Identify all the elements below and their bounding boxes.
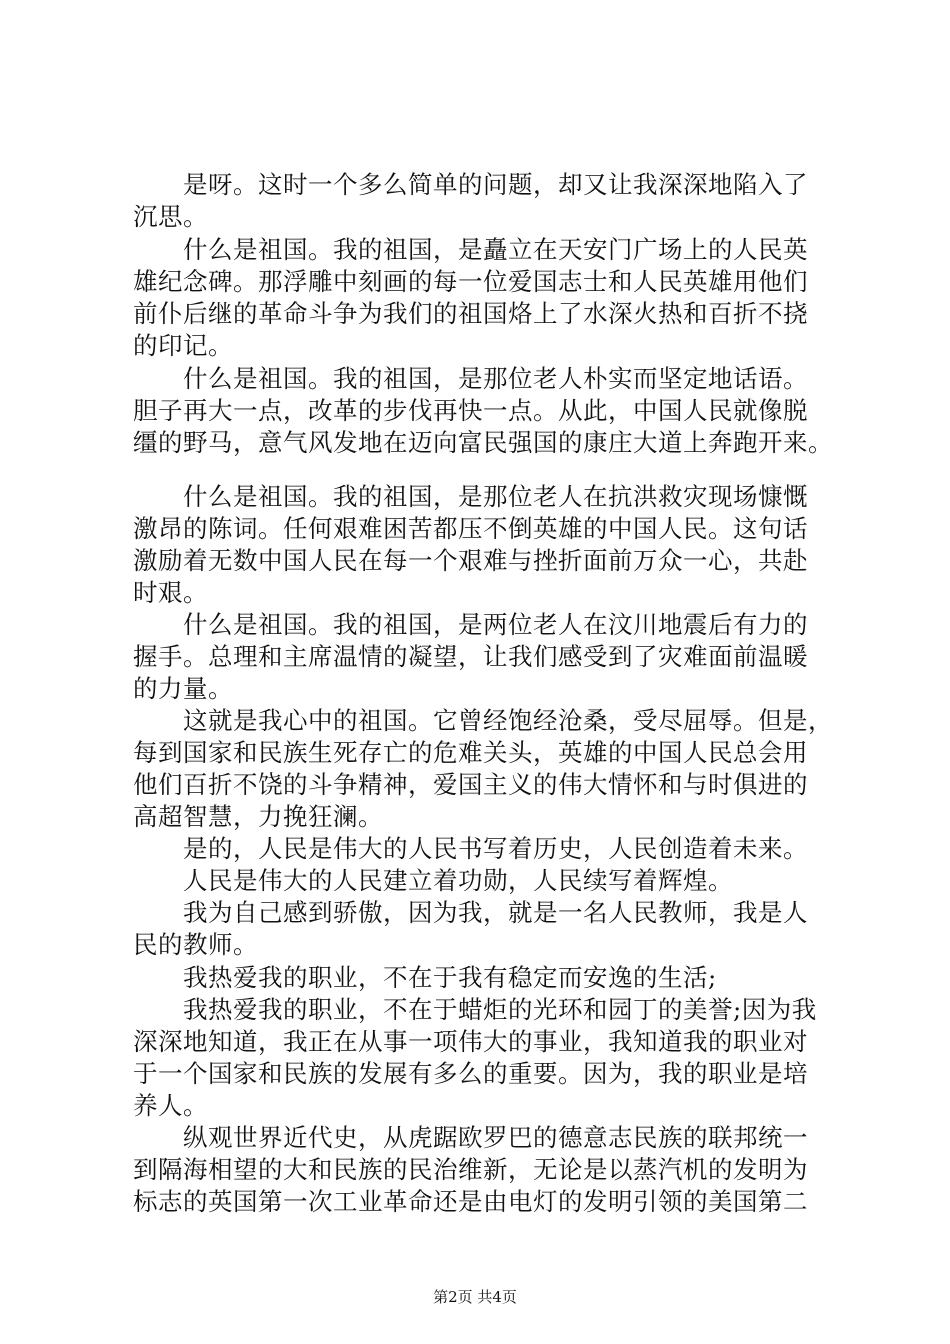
text-line: 我热爱我的职业，不在于我有稳定而安逸的生活; — [183, 963, 717, 992]
text-line: 我为自己感到骄傲，因为我，就是一名人民教师，我是人 — [183, 898, 808, 927]
text-line: 养人。 — [133, 1091, 208, 1120]
text-line: 握手。总理和主席温情的凝望，让我们感受到了灾难面前温暖 — [133, 642, 808, 671]
text-line: 激励着无数中国人民在每一个艰难与挫折面前万众一心，共赴 — [133, 546, 808, 575]
text-line: 什么是祖国。我的祖国，是两位老人在汶川地震后有力的 — [183, 610, 808, 639]
text-line: 深深地知道，我正在从事一项伟大的事业，我知道我的职业对 — [133, 1027, 808, 1056]
text-line: 胆子再大一点，改革的步伐再快一点。从此，中国人民就像脱 — [133, 396, 808, 425]
text-line: 每到国家和民族生死存亡的危难关头，英雄的中国人民总会用 — [133, 738, 808, 767]
text-line: 什么是祖国。我的祖国，是那位老人朴实而坚定地话语。 — [183, 364, 808, 393]
text-line: 是呀。这时一个多么简单的问题，却又让我深深地陷入了 — [183, 170, 808, 199]
text-line: 什么是祖国。我的祖国，是矗立在天安门广场上的人民英 — [183, 235, 808, 264]
text-line: 时艰。 — [133, 578, 208, 607]
text-line: 缰的野马，意气风发地在迈向富民强国的康庄大道上奔跑开来。 — [133, 428, 833, 457]
text-line: 什么是祖国。我的祖国，是那位老人在抗洪救灾现场慷慨 — [183, 482, 808, 511]
text-line: 民的教师。 — [133, 930, 258, 959]
text-line: 这就是我心中的祖国。它曾经饱经沧桑，受尽屈辱。但是， — [183, 706, 833, 735]
text-line: 雄纪念碑。那浮雕中刻画的每一位爱国志士和人民英雄用他们 — [133, 267, 808, 296]
text-line: 的印记。 — [133, 331, 233, 360]
text-line: 纵观世界近代史，从虎踞欧罗巴的德意志民族的联邦统一 — [183, 1123, 808, 1152]
text-line: 是的，人民是伟大的人民书写着历史，人民创造着未来。 — [183, 834, 808, 863]
text-line: 沉思。 — [133, 202, 208, 231]
text-line: 他们百折不饶的斗争精神，爱国主义的伟大情怀和与时俱进的 — [133, 770, 808, 799]
text-line: 激昂的陈词。任何艰难困苦都压不倒英雄的中国人民。这句话 — [133, 514, 808, 543]
text-line: 人民是伟大的人民建立着功勋，人民续写着辉煌。 — [183, 866, 733, 895]
text-line: 到隔海相望的大和民族的民治维新，无论是以蒸汽机的发明为 — [133, 1155, 808, 1184]
page-number-footer: 第2页 共4页 — [433, 1288, 517, 1306]
text-line: 前仆后继的革命斗争为我们的祖国烙上了水深火热和百折不挠 — [133, 299, 808, 328]
text-line: 标志的英国第一次工业革命还是由电灯的发明引领的美国第二 — [133, 1187, 808, 1216]
text-line: 我热爱我的职业，不在于蜡炬的光环和园丁的美誉;因为我 — [183, 995, 817, 1024]
text-line: 的力量。 — [133, 674, 233, 703]
text-line: 于一个国家和民族的发展有多么的重要。因为，我的职业是培 — [133, 1059, 808, 1088]
text-line: 高超智慧，力挽狂澜。 — [133, 802, 383, 831]
